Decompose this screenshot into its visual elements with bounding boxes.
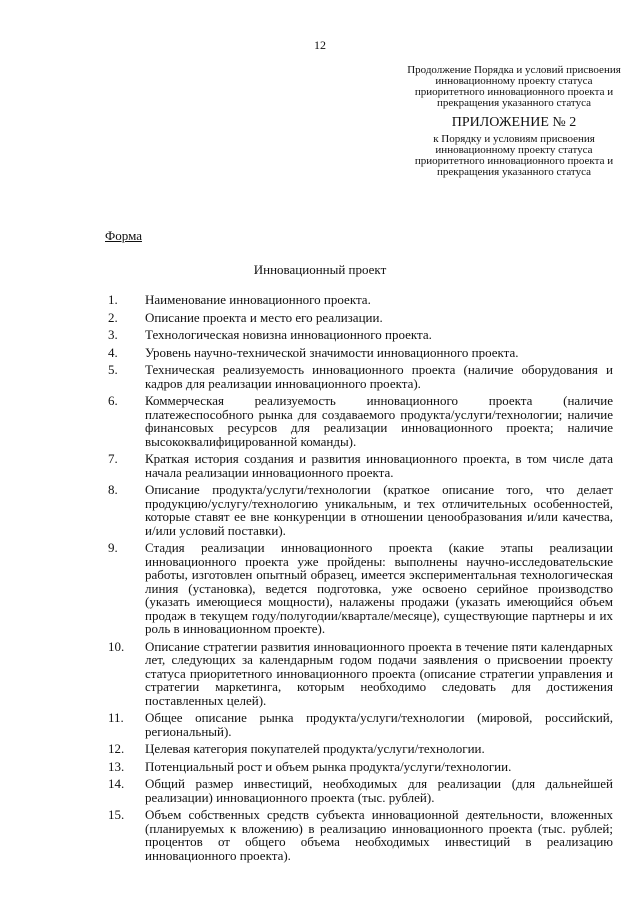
continuation-note: Продолжение Порядка и условий присвоения инновационному проекту статуса приоритетного инновационного проекта и прекращения указанного статуса	[407, 64, 621, 109]
list-item	[108, 328, 613, 342]
list-item	[108, 483, 613, 537]
document-title: Инновационный проект	[253, 262, 387, 277]
item-text: Общий размер инвестиций, необходимых для реализации (для дальнейшей реализации) инновационного проекта (тыс. рублей).	[145, 776, 613, 805]
item-number: 9.	[108, 540, 118, 555]
item-text: Технологическая новизна инновационного проекта.	[145, 327, 432, 342]
list-item	[108, 742, 613, 756]
item-number: 15.	[108, 807, 125, 822]
page-number: 12	[314, 38, 326, 52]
list-item	[108, 711, 613, 738]
list-item	[108, 346, 613, 360]
item-text: Объем собственных средств субъекта инновационной деятельности, вложенных (планируемых к вложению) в реализацию инновационного проекта (тыс. рублей; процентов от общего объема необходимых инвестиций в реализацию инновационного проекта).	[145, 807, 613, 863]
item-text: Стадия реализации инновационного проекта (какие этапы реализации инновационного проекта уже пройдены: выполнены научно-исследовательские работы, изготовлен опытный образец, имеется экспериментальная технологическая линия (установка), ведется подготовка, уже освоено серийное производство (указать имеющиеся мощности), налажены продажи (указать имеющийся объем продаж в текущем году/полугодии/квартале/месяце), существующие партнеры и их роль в инновационном проекте).	[145, 540, 613, 636]
appendix-subtitle: к Порядку и условиям присвоения инновационному проекту статуса приоритетного инновационного проекта и прекращения указанного статуса	[414, 133, 614, 178]
item-number: 11.	[108, 710, 124, 725]
item-text: Общее описание рынка продукта/услуги/технологии (мировой, российский, региональный).	[145, 710, 613, 739]
item-text: Наименование инновационного проекта.	[145, 292, 371, 307]
item-number: 13.	[108, 758, 125, 774]
list-item	[108, 293, 613, 307]
item-text: Потенциальный рост и объем рынка продукта/услуги/технологии.	[145, 758, 512, 774]
item-text: Уровень научно-технической значимости инновационного проекта.	[145, 344, 519, 360]
item-text: Краткая история создания и развития инновационного проекта, в том числе дата начала реализации инновационного проекта.	[145, 451, 613, 480]
item-number: 14.	[108, 776, 125, 791]
form-label: Форма	[105, 228, 142, 243]
appendix-header	[404, 65, 624, 178]
list-item	[108, 640, 613, 708]
item-text: Описание проекта и место его реализации.	[145, 309, 383, 325]
item-list	[108, 293, 613, 866]
list-item	[108, 777, 613, 804]
item-text: Техническая реализуемость инновационного проекта (наличие оборудования и кадров для реализации инновационного проекта).	[145, 362, 613, 391]
list-item	[108, 363, 613, 390]
item-number: 8.	[108, 482, 118, 497]
item-number: 1.	[108, 292, 118, 307]
item-number: 2.	[108, 309, 118, 325]
item-number: 6.	[108, 393, 118, 408]
list-item	[108, 452, 613, 479]
item-number: 3.	[108, 327, 118, 342]
list-item	[108, 808, 613, 862]
item-text: Описание стратегии развития инновационного проекта в течение пяти календарных лет, следующих за календарным годом подачи заявления о присвоении проекту статуса приоритетного инновационного проекта (описание стратегии управления и стратегии маркетинга, которым необходимо следовать для достижения поставленных целей).	[145, 638, 613, 708]
list-item	[108, 311, 613, 325]
item-number: 5.	[108, 362, 118, 377]
appendix-title: ПРИЛОЖЕНИЕ № 2	[451, 115, 577, 130]
item-text: Описание продукта/услуги/технологии (краткое описание того, что делает продукцию/услугу/технологию уникальным, и тех отличительных особенностей, которые ставят ее вне конкуренции в отношении ценообразования и/или качества, и/или условий поставки).	[145, 482, 613, 538]
item-text: Коммерческая реализуемость инновационного проекта (наличие платежеспособного рынка для создаваемого продукта/услуги/технологии; наличие финансовых ресурсов для реализации инновационного проекта; наличие высококвалифицированной команды).	[145, 393, 613, 449]
list-item	[108, 760, 613, 774]
list-item	[108, 541, 613, 636]
item-text: Целевая категория покупателей продукта/услуги/технологии.	[145, 741, 485, 756]
item-number: 10.	[108, 638, 125, 654]
item-number: 4.	[108, 344, 118, 360]
list-item	[108, 394, 613, 448]
item-number: 12.	[108, 741, 125, 756]
item-number: 7.	[108, 451, 118, 466]
